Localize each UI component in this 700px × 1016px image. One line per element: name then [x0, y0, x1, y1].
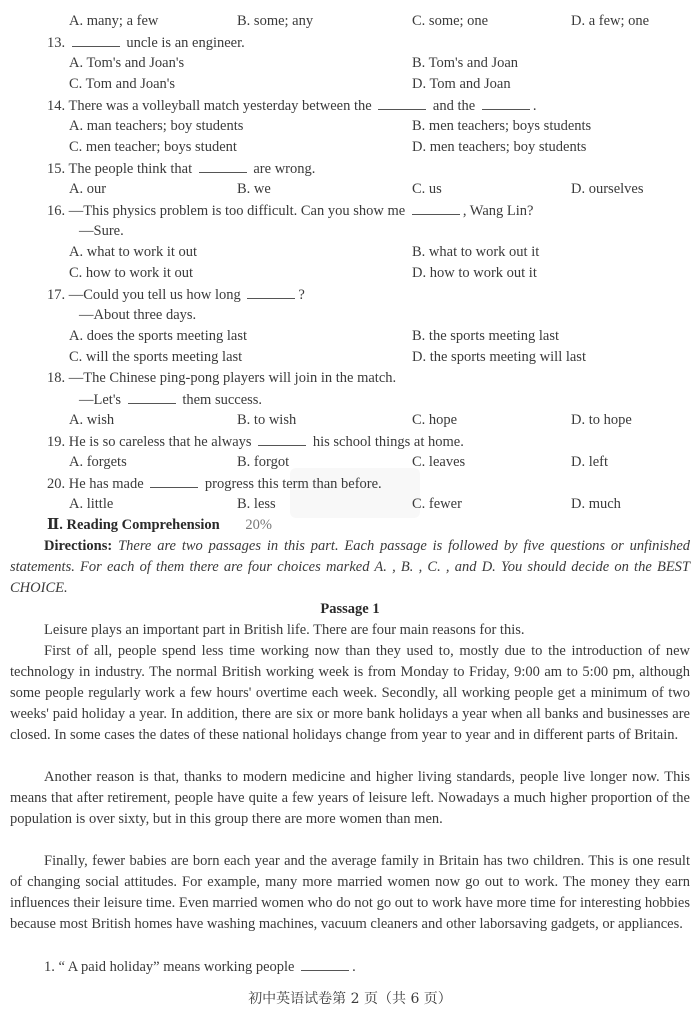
question-20-stem — [47, 473, 382, 494]
option-a[interactable]: A. our — [69, 181, 107, 197]
question-15-stem — [47, 158, 315, 179]
passage-paragraph-3: Another reason is that, thanks to modern medicine and higher living standards, people live longer now. This means that after retirement, people have quite a few years of leisure left. Nowadays a much higher proportion of the population is over sixty, but in this group there are more women than men. — [10, 769, 690, 827]
option-d[interactable]: D. men teachers; boy students — [412, 139, 587, 155]
section-title: Reading Comprehension — [66, 517, 220, 533]
option-b[interactable]: B. some; any — [237, 13, 314, 29]
section-heading — [47, 515, 272, 535]
stem-text: are wrong. — [253, 161, 316, 177]
answer-blank[interactable] — [301, 956, 349, 971]
stem-text: He has made — [68, 476, 144, 492]
option-a[interactable]: A. what to work it out — [69, 244, 198, 260]
stem-text: , Wang Lin? — [462, 203, 534, 219]
question-18-stem — [47, 368, 396, 388]
question-number: 16. — [47, 203, 66, 219]
answer-blank[interactable] — [72, 32, 120, 47]
stem-text: —Let's — [79, 392, 122, 408]
section-score: 20% — [245, 517, 272, 533]
stem-text: ? — [298, 287, 305, 303]
stem-text: . — [352, 959, 356, 975]
question-number: 13. — [47, 35, 66, 51]
option-d[interactable]: D. left — [571, 454, 609, 470]
answer-blank[interactable] — [150, 473, 198, 488]
option-c[interactable]: C. Tom and Joan's — [69, 76, 176, 92]
option-a[interactable]: A. little — [69, 496, 114, 512]
option-b[interactable]: B. Tom's and Joan — [412, 55, 519, 71]
stem-text: progress this term than before. — [204, 476, 382, 492]
option-b[interactable]: B. forgot — [237, 454, 290, 470]
option-c[interactable]: C. how to work it out — [69, 265, 194, 281]
question-17-stem — [47, 284, 305, 305]
passage-paragraph-4: Finally, fewer babies are born each year and the average family in Britain has two children. This is one result of changing social attitudes. For example, many more married women now go out to work. The money they earn influences their leisure time. Even married women who do not go out to work have more time for interesting hobbies because most British homes have washing machines, vacuum cleaners and other laborsaving gadgets, or appliances. — [10, 853, 690, 932]
reading-question-1 — [44, 956, 356, 977]
option-c[interactable]: C. will the sports meeting last — [69, 349, 243, 365]
answer-blank[interactable] — [482, 95, 530, 110]
option-c[interactable]: C. fewer — [412, 496, 462, 512]
question-16-stem — [47, 200, 533, 221]
option-a[interactable]: A. Tom's and Joan's — [69, 55, 185, 71]
question-number: 15. — [47, 161, 66, 177]
option-d[interactable]: D. to hope — [571, 412, 632, 428]
dialogue-reply — [79, 389, 262, 410]
option-a[interactable]: A. many; a few — [69, 13, 159, 29]
stem-text: —This physics problem is too difficult. Can you show me — [68, 203, 406, 219]
question-number: 18. — [47, 370, 66, 386]
directions-text: There are two passages in this part. Each passage is followed by five questions or unfinished statements. For each of them there are four choices marked A. , B. , C. , and D. You should decide on the BEST CHOICE. — [10, 538, 691, 596]
passage-paragraph-1: Leisure plays an important part in British life. There are four main reasons for this. — [44, 622, 525, 638]
answer-blank[interactable] — [378, 95, 426, 110]
option-c[interactable]: C. some; one — [412, 13, 489, 29]
passage-title: Passage 1 — [320, 601, 380, 617]
question-number: 20. — [47, 476, 66, 492]
option-b[interactable]: B. less — [237, 496, 276, 512]
answer-blank[interactable] — [199, 158, 247, 173]
question-13-stem — [47, 32, 245, 53]
option-b[interactable]: B. to wish — [237, 412, 297, 428]
answer-blank[interactable] — [247, 284, 295, 299]
section-numeral: Ⅱ. — [47, 517, 63, 533]
stem-text: . — [532, 98, 537, 114]
option-d[interactable]: D. much — [571, 496, 621, 512]
option-a[interactable]: A. wish — [69, 412, 115, 428]
stem-text: them success. — [182, 392, 263, 408]
option-d[interactable]: D. Tom and Joan — [412, 76, 511, 92]
answer-blank[interactable] — [412, 200, 460, 215]
option-b[interactable]: B. what to work out it — [412, 244, 540, 260]
passage-paragraph-2: First of all, people spend less time working now than they used to, mostly due to the introduction of new technology in industry. The normal British working week is from Monday to Friday, 9:00 am to 5:00 pm, although some people regularly work a few hours' overtime each week. Secondly, all working people get a minimum of two weeks' paid holiday a year. In addition, there are six or more bank holidays a year when all banks and businesses are closed. In some cases the dates of these national holidays change from year to year and in different parts of Britain. — [10, 643, 690, 743]
answer-blank[interactable] — [128, 389, 176, 404]
page-footer: 初中英语试卷第 2 页（共 6 页） — [248, 991, 452, 1007]
dialogue-reply: —Sure. — [79, 223, 124, 239]
question-number: 17. — [47, 287, 66, 303]
question-19-stem — [47, 431, 464, 452]
option-c[interactable]: C. men teacher; boys student — [69, 139, 237, 155]
question-number: 14. — [47, 98, 66, 114]
stem-text: his school things at home. — [312, 434, 464, 450]
option-d[interactable]: D. a few; one — [571, 13, 650, 29]
question-number: 19. — [47, 434, 66, 450]
stem-text: —Could you tell us how long — [68, 287, 241, 303]
question-14-stem — [47, 95, 536, 116]
option-b[interactable]: B. we — [237, 181, 271, 197]
option-d[interactable]: D. ourselves — [571, 181, 644, 197]
option-a[interactable]: A. does the sports meeting last — [69, 328, 248, 344]
directions-label: Directions: — [44, 538, 113, 554]
option-c[interactable]: C. us — [412, 181, 442, 197]
option-c[interactable]: C. hope — [412, 412, 458, 428]
option-b[interactable]: B. men teachers; boys students — [412, 118, 592, 134]
dialogue-reply: —About three days. — [79, 307, 197, 323]
answer-blank[interactable] — [258, 431, 306, 446]
option-a[interactable]: A. forgets — [69, 454, 127, 470]
directions — [10, 536, 690, 599]
stem-text: —The Chinese ping-pong players will join in the match. — [68, 370, 397, 386]
option-c[interactable]: C. leaves — [412, 454, 466, 470]
option-a[interactable]: A. man teachers; boy students — [69, 118, 244, 134]
stem-text: The people think that — [68, 161, 193, 177]
option-b[interactable]: B. the sports meeting last — [412, 328, 559, 344]
stem-text: There was a volleyball match yesterday between the — [68, 98, 372, 114]
stem-text: 1. “ A paid holiday” means working people — [44, 959, 295, 975]
stem-text: and the — [432, 98, 476, 114]
option-d[interactable]: D. the sports meeting will last — [412, 349, 586, 365]
option-d[interactable]: D. how to work out it — [412, 265, 537, 281]
stem-text: He is so careless that he always — [68, 434, 252, 450]
stem-text: uncle is an engineer. — [126, 35, 245, 51]
